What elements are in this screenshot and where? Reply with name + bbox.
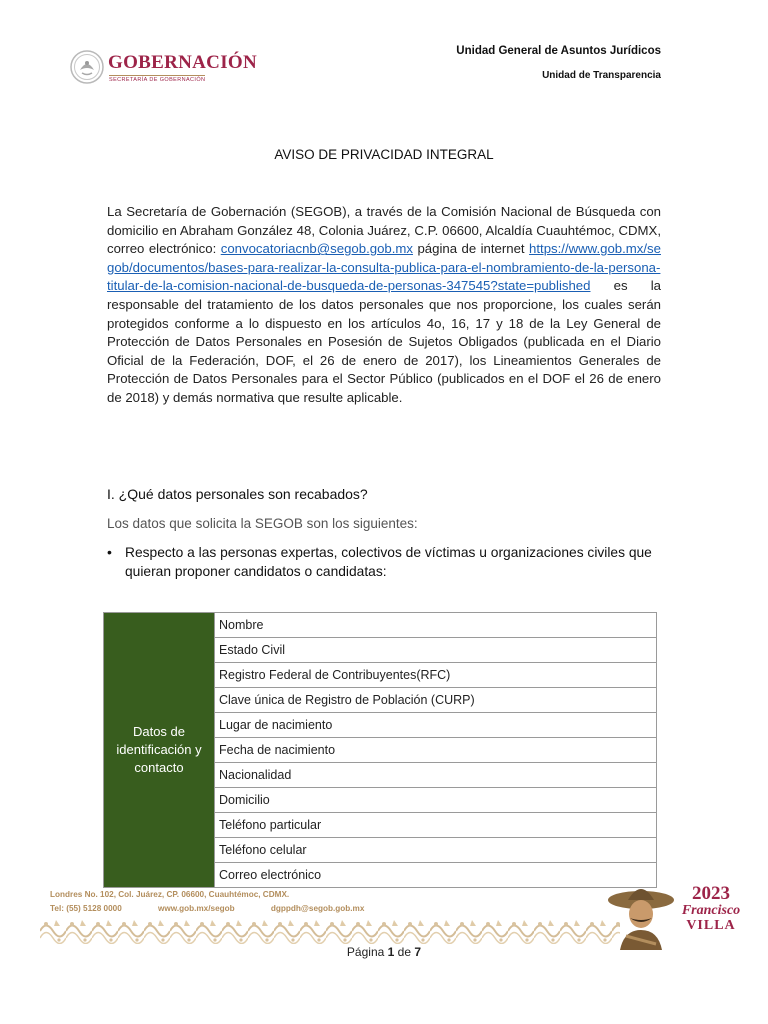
section-text: Los datos que solicita la SEGOB son los siguientes:: [107, 516, 418, 531]
intro-text-1: La Secretaría de Gobernación (SEGOB), a través de la Comisión Nacional de Búsqueda con domicilio en Abraham González 48, Colonia Juárez, C.P. 06600, Alcaldía Cuauhtémoc, CDMX, correo electrónico:: [107, 204, 661, 257]
bullet-dot-icon: •: [107, 544, 112, 560]
unit-secondary: Unidad de Transparencia: [542, 70, 661, 81]
page-number: [0, 945, 768, 959]
logo-subtitle: SECRETARÍA DE GOBERNACIÓN: [109, 77, 206, 83]
page-current: 1: [387, 945, 395, 959]
table-cell: Correo electrónico: [215, 863, 657, 888]
intro-paragraph: [107, 203, 661, 408]
personal-data-table: [103, 612, 657, 888]
page-of: de: [397, 945, 412, 959]
table-cell: Registro Federal de Contribuyentes(RFC): [215, 663, 657, 688]
table-cell: Nombre: [215, 613, 657, 638]
footer-contact: [50, 904, 398, 913]
table-row: [104, 613, 657, 638]
website-link[interactable]: https://www.gob.mx/segob/documentos/bases-para-realizar-la-consulta-publica-para-el-nombramiento-de-la-persona-titular-de-la-comision-nacional-de-busqueda-de-personas-347545?state=published: [107, 241, 661, 294]
year-name-first: Francisco: [681, 903, 741, 918]
page-total: 7: [414, 945, 422, 959]
table-cell: Fecha de nacimiento: [215, 738, 657, 763]
intro-text-3: es la responsable del tratamiento de los datos personales que nos proporcione, los cuales serán protegidos conforme a lo dispuesto en los artículos 4o, 16, 17 y 18 de la Ley General de Protección de Datos Personales en Posesión de Sujetos Obligados (publicada en el Diario Oficial de la Federación, DOF, el 26 de enero de 2017), los Lineamientos Generales de Protección de Datos Personales para el Sector Público (publicados en el DOF el 26 de enero de 2018) y demás normativa que resulte aplicable.: [107, 278, 661, 405]
page-prefix: Página: [346, 945, 385, 959]
intro-text-2: página de internet: [417, 241, 525, 257]
table-cell: Teléfono particular: [215, 813, 657, 838]
table-cell: Clave única de Registro de Población (CURP): [215, 688, 657, 713]
category-cell: Datos de identificación y contacto: [104, 613, 215, 888]
francisco-villa-portrait-icon: [606, 880, 676, 950]
year-logo: [676, 884, 746, 944]
email-link[interactable]: convocatoriacnb@segob.gob.mx: [220, 241, 413, 257]
footer-email: dgppdh@segob.gob.mx: [270, 904, 365, 913]
logo-name: GOBERNACIÓN: [108, 52, 257, 73]
footer-phone: Tel: (55) 5128 0000: [50, 904, 122, 913]
national-seal-icon: [70, 50, 104, 84]
table-cell: Domicilio: [215, 788, 657, 813]
table-cell: Nacionalidad: [215, 763, 657, 788]
table-cell: Estado Civil: [215, 638, 657, 663]
unit-primary: Unidad General de Asuntos Jurídicos: [456, 45, 661, 57]
year-number: 2023: [692, 883, 730, 904]
gobernacion-logo: [70, 48, 270, 88]
bullet-text: Respecto a las personas expertas, colectivos de víctimas u organizaciones civiles que quieran proponer candidatos o candidatas:: [125, 545, 652, 579]
table-cell: Teléfono celular: [215, 838, 657, 863]
document-title: AVISO DE PRIVACIDAD INTEGRAL: [274, 147, 494, 162]
ornament-band-icon: [40, 918, 620, 944]
footer-website: www.gob.mx/segob: [158, 904, 235, 913]
table-cell: Lugar de nacimiento: [215, 713, 657, 738]
footer-address: Londres No. 102, Col. Juárez, CP. 06600, Cuauhtémoc, CDMX.: [50, 890, 290, 899]
year-name-last: VILLA: [686, 918, 736, 933]
section-heading: I. ¿Qué datos personales son recabados?: [107, 486, 368, 502]
